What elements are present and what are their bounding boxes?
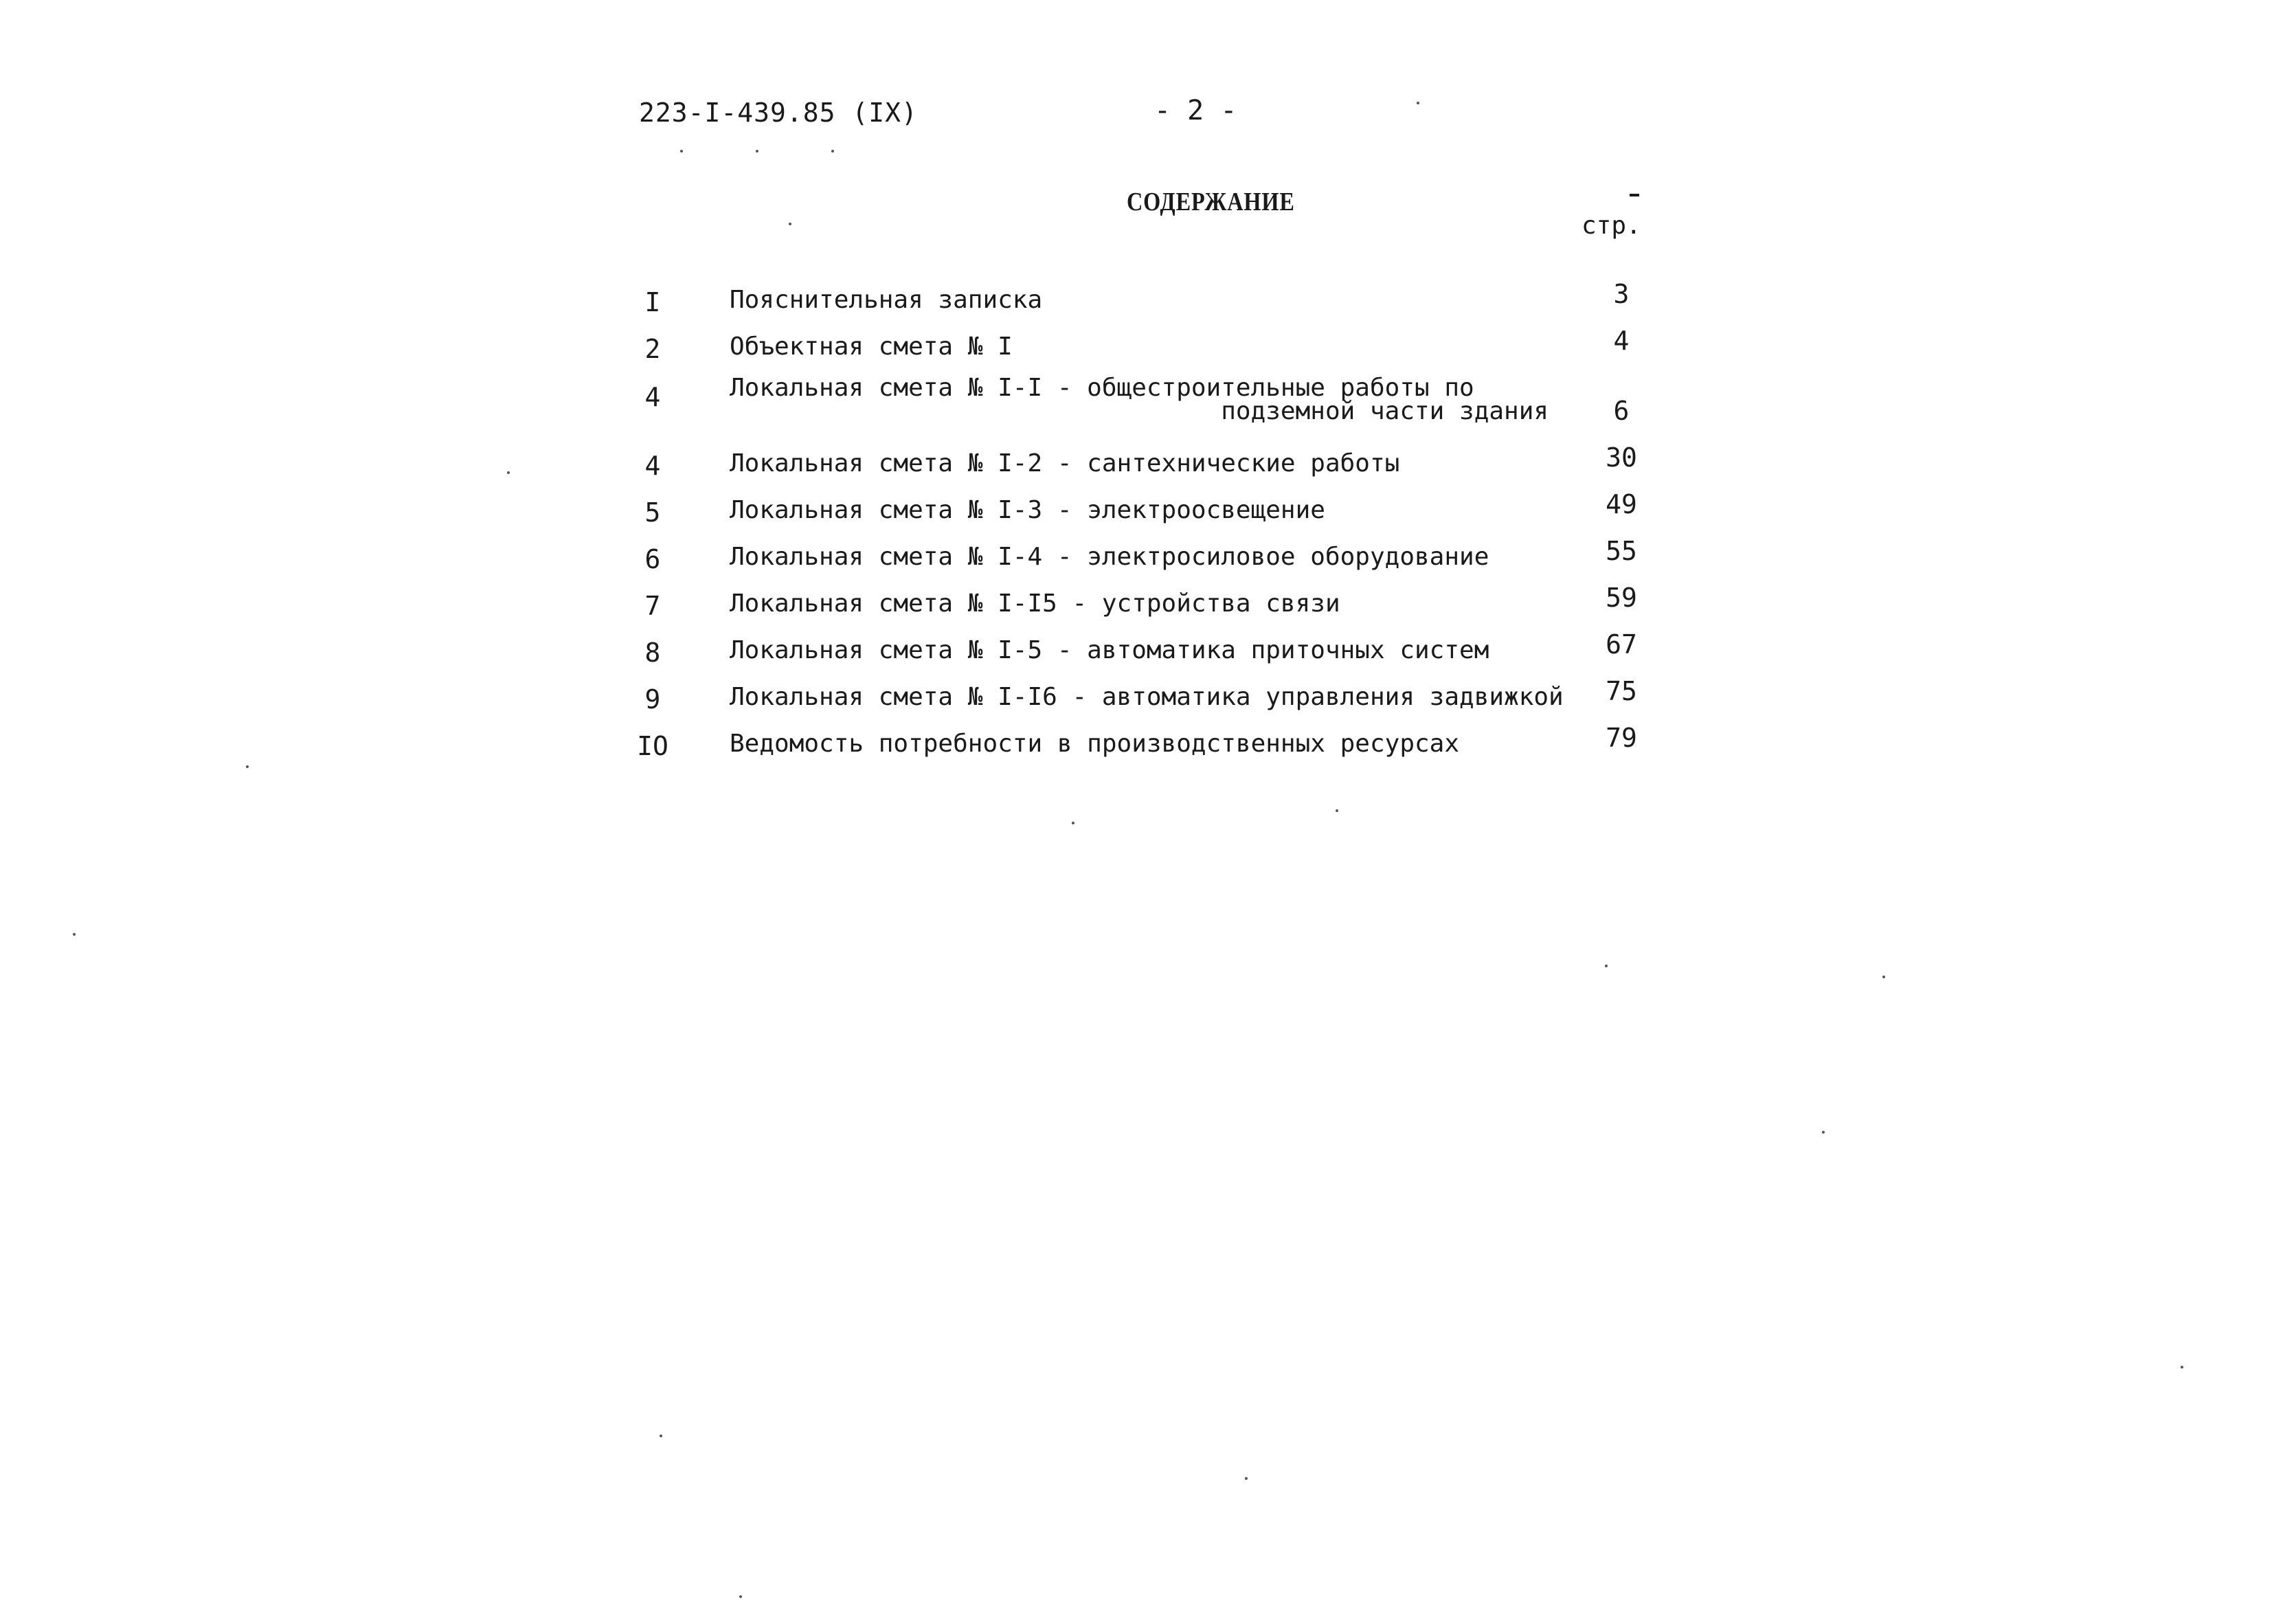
page-column-label: стр. <box>1582 212 1641 240</box>
toc-row <box>0 676 2296 725</box>
toc-row-title: Ведомость потребности в производственных ресурсах <box>730 730 1460 758</box>
toc-row <box>0 723 2296 772</box>
toc-row-number: 5 <box>644 497 661 528</box>
scan-speck <box>1882 976 1885 978</box>
toc-row-number: 7 <box>644 591 661 621</box>
scan-speck <box>680 150 683 153</box>
toc-row-number: I <box>644 287 661 317</box>
toc-row-title: Локальная смета № I-I - общестроительные работы по подземной части здания <box>730 374 1549 425</box>
scan-speck <box>739 1595 742 1598</box>
scan-speck <box>1605 965 1608 967</box>
toc-row-page: 79 <box>1606 723 1637 753</box>
toc-row-number: 6 <box>644 544 661 574</box>
toc-row-title: Локальная смета № I-I5 - устройства связи <box>730 589 1340 618</box>
toc-row-page: 6 <box>1613 396 1630 426</box>
scan-speck <box>1417 102 1419 104</box>
toc-row-title: Локальная смета № I-5 - автоматика приточных систем <box>730 636 1489 664</box>
toc-row-page: 30 <box>1606 442 1637 473</box>
toc-row-title: Объектная смета № I <box>730 333 1013 361</box>
scan-speck <box>1072 822 1074 824</box>
toc-row-page: 3 <box>1613 279 1630 309</box>
toc-row <box>0 442 2296 492</box>
scan-speck <box>660 1435 662 1437</box>
document-code: 223-I-439.85 (IX) <box>639 98 918 128</box>
scan-speck <box>1822 1131 1825 1134</box>
page-column-tick <box>1630 194 1639 196</box>
toc-row-page: 67 <box>1606 629 1637 660</box>
toc-row-title: Локальная смета № I-3 - электроосвещение <box>730 496 1325 524</box>
scan-speck <box>246 765 249 768</box>
toc-row-number: IO <box>637 731 668 761</box>
scan-speck <box>1336 809 1338 812</box>
toc-row-number: 2 <box>644 334 661 364</box>
toc-row <box>0 489 2296 539</box>
toc-row-page: 4 <box>1613 326 1630 356</box>
toc-row-page: 55 <box>1606 536 1637 566</box>
toc-row <box>0 279 2296 328</box>
page-number: - 2 - <box>1154 95 1237 126</box>
toc-row-number: 4 <box>644 451 661 481</box>
toc-row-title: Пояснительная записка <box>730 286 1043 314</box>
toc-row <box>0 374 2296 444</box>
toc-row-title: Локальная смета № I-2 - сантехнические работы <box>730 449 1400 477</box>
toc-row-number: 8 <box>644 638 661 668</box>
scan-speck <box>507 471 510 474</box>
toc-row-number: 4 <box>644 382 661 412</box>
toc-row <box>0 583 2296 632</box>
scan-speck <box>2181 1366 2183 1369</box>
toc-row-title: Локальная смета № I-4 - электросиловое оборудование <box>730 543 1489 571</box>
toc-row-title: Локальная смета № I-I6 - автоматика управления задвижкой <box>730 683 1564 711</box>
scan-speck <box>831 150 834 153</box>
scan-speck <box>789 223 791 225</box>
toc-row-page: 75 <box>1606 676 1637 706</box>
scan-speck <box>1245 1477 1248 1480</box>
scan-speck <box>73 933 76 936</box>
scan-speck <box>756 150 758 153</box>
toc-row-number: 9 <box>644 684 661 715</box>
toc-row <box>0 536 2296 585</box>
toc-row-page: 59 <box>1606 583 1637 613</box>
toc-row-page: 49 <box>1606 489 1637 519</box>
toc-row <box>0 326 2296 375</box>
contents-heading: СОДЕРЖАНИЕ <box>1127 188 1295 216</box>
toc-row <box>0 629 2296 679</box>
